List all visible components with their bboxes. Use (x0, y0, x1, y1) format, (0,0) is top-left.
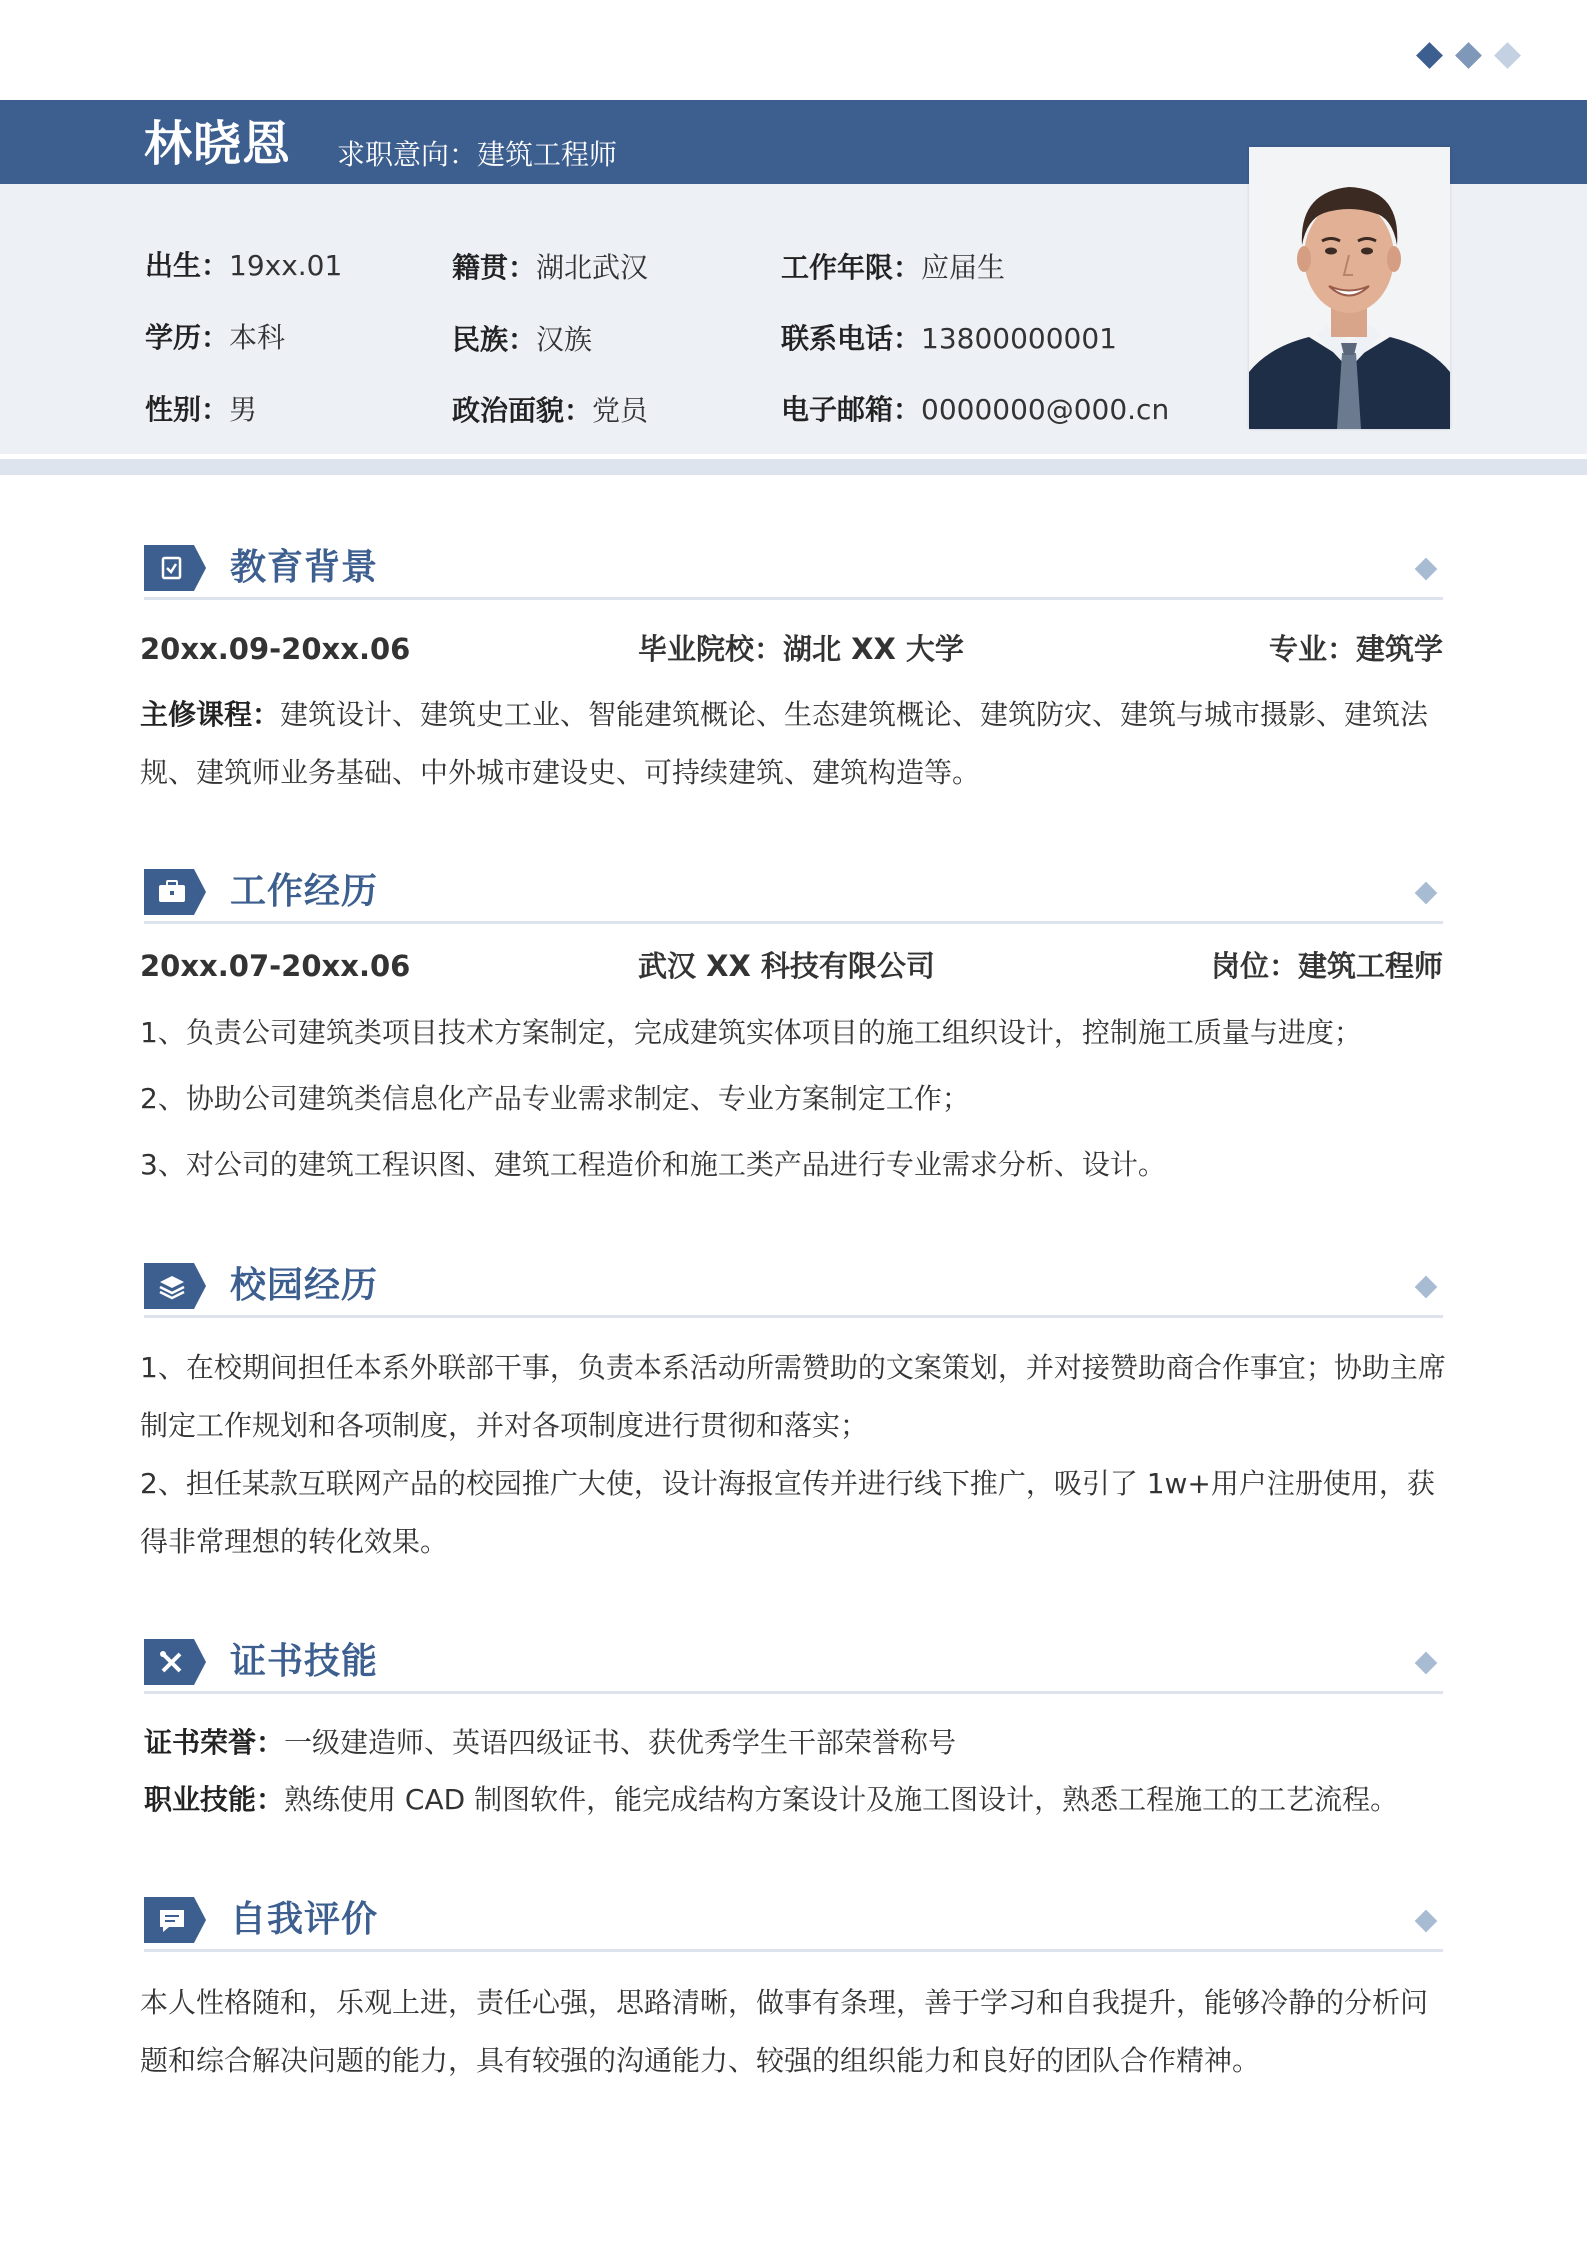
section-icon-self (144, 1897, 206, 1943)
decor-diamond-light (1494, 42, 1521, 69)
section-diamond-education (1415, 558, 1438, 581)
skills-cert-label: 证书荣誉： (144, 1726, 285, 1759)
info-ethnicity-value: 汉族 (536, 323, 593, 356)
info-years (781, 250, 1005, 286)
section-icon-skills (144, 1639, 206, 1685)
work-item: 1、负责公司建筑类项目技术方案制定，完成建筑实体项目的施工组织设计，控制施工质量与进度； (140, 1016, 1362, 1049)
info-years-label: 工作年限： (781, 251, 922, 284)
info-origin (452, 250, 648, 286)
education-major: 专业：建筑学 (1268, 632, 1443, 666)
work-item: 3、对公司的建筑工程识图、建筑工程造价和施工类产品进行专业需求分析、设计。 (140, 1148, 1166, 1181)
skills-cert-value: 一级建造师、英语四级证书、获优秀学生干部荣誉称号 (284, 1726, 957, 1759)
skills-skill-label: 职业技能： (144, 1783, 285, 1816)
self-evaluation-text: 本人性格随和，乐观上进，责任心强，思路清晰，做事有条理，善于学习和自我提升，能够冷静的分析问题和综合解决问题的能力，具有较强的沟通能力、较强的组织能力和良好的团队合作精神。 (140, 1986, 1429, 2077)
decor-diamond-mid (1455, 42, 1482, 69)
candidate-name: 林晓恩 (144, 116, 292, 172)
education-courses (140, 686, 1450, 802)
info-gender (145, 392, 257, 428)
section-diamond-skills (1415, 1652, 1438, 1675)
decor-diamond-dark (1416, 42, 1443, 69)
section-title-self: 自我评价 (230, 1899, 379, 1940)
section-title-education: 教育背景 (230, 547, 379, 588)
education-courses-label: 主修课程： (140, 698, 281, 731)
info-origin-label: 籍贯： (452, 251, 537, 284)
info-email-label: 电子邮箱： (781, 393, 922, 426)
job-intent-label: 求职意向： (337, 138, 478, 171)
campus-item: 1、在校期间担任本系外联部干事，负责本系活动所需赞助的文案策划，并对接赞助商合作事宜；协助主席制定工作规划和各项制度，并对各项制度进行贯彻和落实； (140, 1351, 1446, 1442)
info-degree-value: 本科 (229, 321, 286, 354)
info-years-value: 应届生 (921, 251, 1006, 284)
info-gender-value: 男 (229, 393, 258, 426)
info-email-value: 0000000@000.cn (921, 393, 1170, 426)
education-courses-text: 建筑设计、建筑史工业、智能建筑概论、生态建筑概论、建筑防灾、建筑与城市摄影、建筑法规、建筑师业务基础、中外城市建设史、可持续建筑、建筑构造等。 (140, 698, 1429, 789)
info-birth (145, 248, 342, 284)
info-birth-label: 出生： (145, 249, 230, 282)
info-birth-value: 19xx.01 (229, 249, 343, 282)
section-title-work: 工作经历 (230, 871, 379, 912)
info-politics-value: 党员 (592, 394, 649, 427)
section-divider-skills (144, 1691, 1443, 1694)
work-item: 2、协助公司建筑类信息化产品专业需求制定、专业方案制定工作； (140, 1082, 970, 1115)
section-divider-self (144, 1949, 1443, 1952)
section-divider-work (144, 921, 1443, 924)
section-title-skills: 证书技能 (230, 1641, 379, 1682)
info-email (781, 392, 1169, 428)
section-divider-education (144, 597, 1443, 600)
job-intent-value: 建筑工程师 (477, 138, 618, 171)
education-period: 20xx.09-20xx.06 (140, 632, 411, 666)
info-phone-label: 联系电话： (781, 322, 922, 355)
campus-item: 2、担任某款互联网产品的校园推广大使，设计海报宣传并进行线下推广，吸引了 1w+用户注册使用，获得非常理想的转化效果。 (140, 1467, 1435, 1558)
section-title-campus: 校园经历 (230, 1265, 379, 1306)
section-diamond-campus (1415, 1276, 1438, 1299)
profile-photo (1249, 147, 1450, 429)
section-diamond-self (1415, 1910, 1438, 1933)
work-company: 武汉 XX 科技有限公司 (638, 949, 935, 983)
education-school: 毕业院校：湖北 XX 大学 (638, 632, 964, 666)
info-politics (452, 393, 648, 429)
info-degree (145, 320, 285, 356)
skills-skill-value: 熟练使用 CAD 制图软件，能完成结构方案设计及施工图设计，熟悉工程施工的工艺流程。 (284, 1783, 1399, 1816)
job-intent (337, 137, 617, 173)
info-politics-label: 政治面貌： (452, 394, 593, 427)
work-period: 20xx.07-20xx.06 (140, 949, 411, 983)
work-position: 岗位：建筑工程师 (1210, 949, 1443, 983)
section-icon-campus (144, 1263, 206, 1309)
info-phone (781, 321, 1117, 357)
info-phone-value: 13800000001 (921, 322, 1117, 355)
portrait-illustration (1249, 147, 1450, 429)
section-icon-education (144, 545, 206, 591)
section-icon-work (144, 869, 206, 915)
section-divider-campus (144, 1315, 1443, 1318)
info-panel-divider (0, 459, 1587, 475)
info-ethnicity-label: 民族： (452, 323, 537, 356)
info-ethnicity (452, 322, 592, 358)
skills-professional (144, 1780, 1398, 1820)
section-diamond-work (1415, 882, 1438, 905)
skills-certificates (144, 1723, 956, 1763)
info-origin-value: 湖北武汉 (536, 251, 649, 284)
info-degree-label: 学历： (145, 321, 230, 354)
info-gender-label: 性别： (145, 393, 230, 426)
